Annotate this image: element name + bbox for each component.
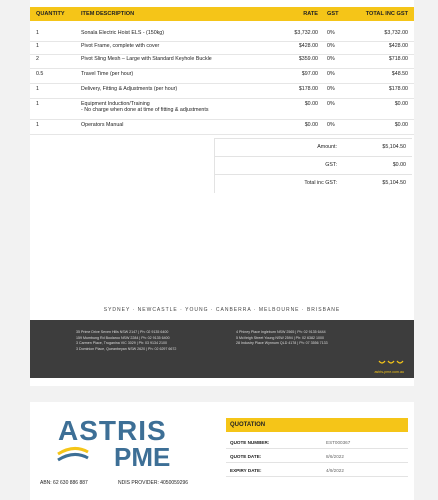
- row-quantity: 1: [36, 30, 39, 36]
- row-gst: 0%: [327, 30, 335, 36]
- footer-address-line: 159 Mumbung Rd Boolaroo NSW 2284 | Ph: 02 9135 6400: [76, 335, 170, 340]
- row-description: Pivot Frame, complete with cover: [81, 43, 160, 49]
- expiry-date-label: EXPIRY DATE:: [230, 468, 262, 473]
- row-rate: $3,732.00: [294, 30, 318, 36]
- cities-list: SYDNEY · NEWCASTLE · YOUNG · CANBERRA · MELBOURNE · BRISBANE: [103, 307, 341, 313]
- quote-date-label: QUOTE DATE:: [230, 454, 262, 459]
- logo-text-astris: ASTRIS: [58, 415, 167, 446]
- row-quantity: 0.5: [36, 71, 44, 77]
- quotation-header: [226, 418, 408, 432]
- header-total: TOTAL INC GST: [365, 11, 408, 17]
- row-description: Pivot Sling Mesh – Large with Standard Keyhole Buckle: [81, 56, 212, 62]
- row-quantity: 1: [36, 86, 39, 92]
- footer-address-line: 5 McVeigh Street Young NSW 2594 | Ph: 02 6382 1000: [236, 335, 325, 340]
- row-gst: 0%: [327, 122, 335, 128]
- footer-addresses-right: [236, 330, 328, 347]
- quote-date-value: 8/6/2022: [326, 454, 344, 459]
- row-gst: 0%: [327, 101, 335, 107]
- row-gst: 0%: [327, 71, 335, 77]
- row-quantity: 1: [36, 101, 39, 107]
- table-row: [30, 69, 414, 84]
- row-rate: $0.00: [304, 122, 318, 128]
- expiry-date-value: 4/9/2022: [326, 468, 344, 473]
- row-description: Equipment Induction/Training: [81, 101, 150, 107]
- ndis-provider: NDIS PROVIDER: 4050059296: [118, 480, 189, 486]
- row-total: $718.00: [388, 56, 408, 62]
- footer-address-line: 28 Industry Place Wynnum QLD 4178 | Ph: 07 3556 7133: [236, 341, 328, 346]
- footer-addresses-left: [76, 330, 176, 352]
- row-gst: 0%: [327, 56, 335, 62]
- table-row: [30, 84, 414, 99]
- header-description: ITEM DESCRIPTION: [81, 11, 135, 17]
- table-row: [30, 54, 414, 69]
- swoosh-logo-icon: [378, 358, 404, 366]
- row-gst: 0%: [327, 86, 335, 92]
- header-rate: RATE: [303, 11, 318, 17]
- totals-gst-row: [214, 156, 412, 175]
- row-rate: $428.00: [298, 43, 318, 49]
- quote-number-label: QUOTE NUMBER:: [230, 440, 270, 445]
- row-description: Operators Manual: [81, 122, 124, 128]
- quotation-page: [30, 402, 414, 500]
- footer-address-line: 3 Dominion Place, Queanbeyan NSW 2620 | Ph: 02 6297 6672: [76, 346, 177, 351]
- header-quantity: QUANTITY: [36, 11, 65, 17]
- amount-value: $5,104.50: [382, 144, 406, 150]
- totals-total-row: [214, 174, 412, 193]
- header-gst: GST: [327, 11, 339, 17]
- footer-address-line: 4 Phiney Place Ingleburn NSW 2565 | Ph: 02 9135 6444: [236, 330, 326, 334]
- row-description: Delivery, Fitting & Adjustments (per hour): [81, 86, 178, 92]
- row-total: $0.00: [394, 101, 408, 107]
- row-rate: $178.00: [298, 86, 318, 92]
- footer-website[interactable]: astris-pme.com.au: [374, 370, 404, 374]
- footer-band: [30, 320, 414, 378]
- gst-label: GST:: [325, 162, 337, 168]
- row-rate: $97.00: [301, 71, 318, 77]
- row-rate: $0.00: [304, 101, 318, 107]
- quote-number-row: [226, 436, 408, 449]
- row-description-note: - No charge when done at time of fitting & adjustments: [81, 107, 209, 113]
- table-row: [30, 41, 414, 55]
- table-header: [30, 7, 414, 21]
- row-rate: $359.00: [298, 56, 318, 62]
- expiry-date-row: [226, 464, 408, 477]
- footer-address-line: 35 Prime Drive Seven Hills NSW 2147 | Ph: 02 9135 6400: [76, 330, 169, 334]
- row-description: Travel Time (per hour): [81, 71, 134, 77]
- row-total: $0.00: [394, 122, 408, 128]
- invoice-page: [30, 0, 414, 386]
- row-total: $428.00: [388, 43, 408, 49]
- row-quantity: 1: [36, 43, 39, 49]
- amount-label: Amount:: [317, 144, 337, 150]
- quote-date-row: [226, 450, 408, 463]
- row-total: $48.50: [391, 71, 408, 77]
- table-row: [30, 28, 414, 42]
- totals-amount-row: [214, 138, 412, 157]
- row-quantity: 2: [36, 56, 39, 62]
- logo-text-pme: PME: [114, 442, 171, 470]
- row-description: Sonala Electric Hoist ELS - (150kg): [81, 30, 165, 36]
- total-label: Total inc GST:: [304, 180, 337, 186]
- footer-address-line: 3 Carmen Place, Truganina VIC 3029 | Ph: 03 9134 2100: [76, 341, 168, 346]
- row-total: $3,732.00: [384, 30, 408, 36]
- total-value: $5,104.50: [382, 180, 406, 186]
- astris-pme-logo: [52, 414, 220, 470]
- quotation-title: QUOTATION: [230, 422, 266, 428]
- gst-value: $0.00: [392, 162, 406, 168]
- row-total: $178.00: [388, 86, 408, 92]
- table-row: [30, 120, 414, 135]
- row-quantity: 1: [36, 122, 39, 128]
- quote-number-value: EST000367: [326, 440, 351, 445]
- row-gst: 0%: [327, 43, 335, 49]
- table-row: [30, 99, 414, 120]
- abn-number: ABN: 62 630 886 887: [40, 480, 88, 486]
